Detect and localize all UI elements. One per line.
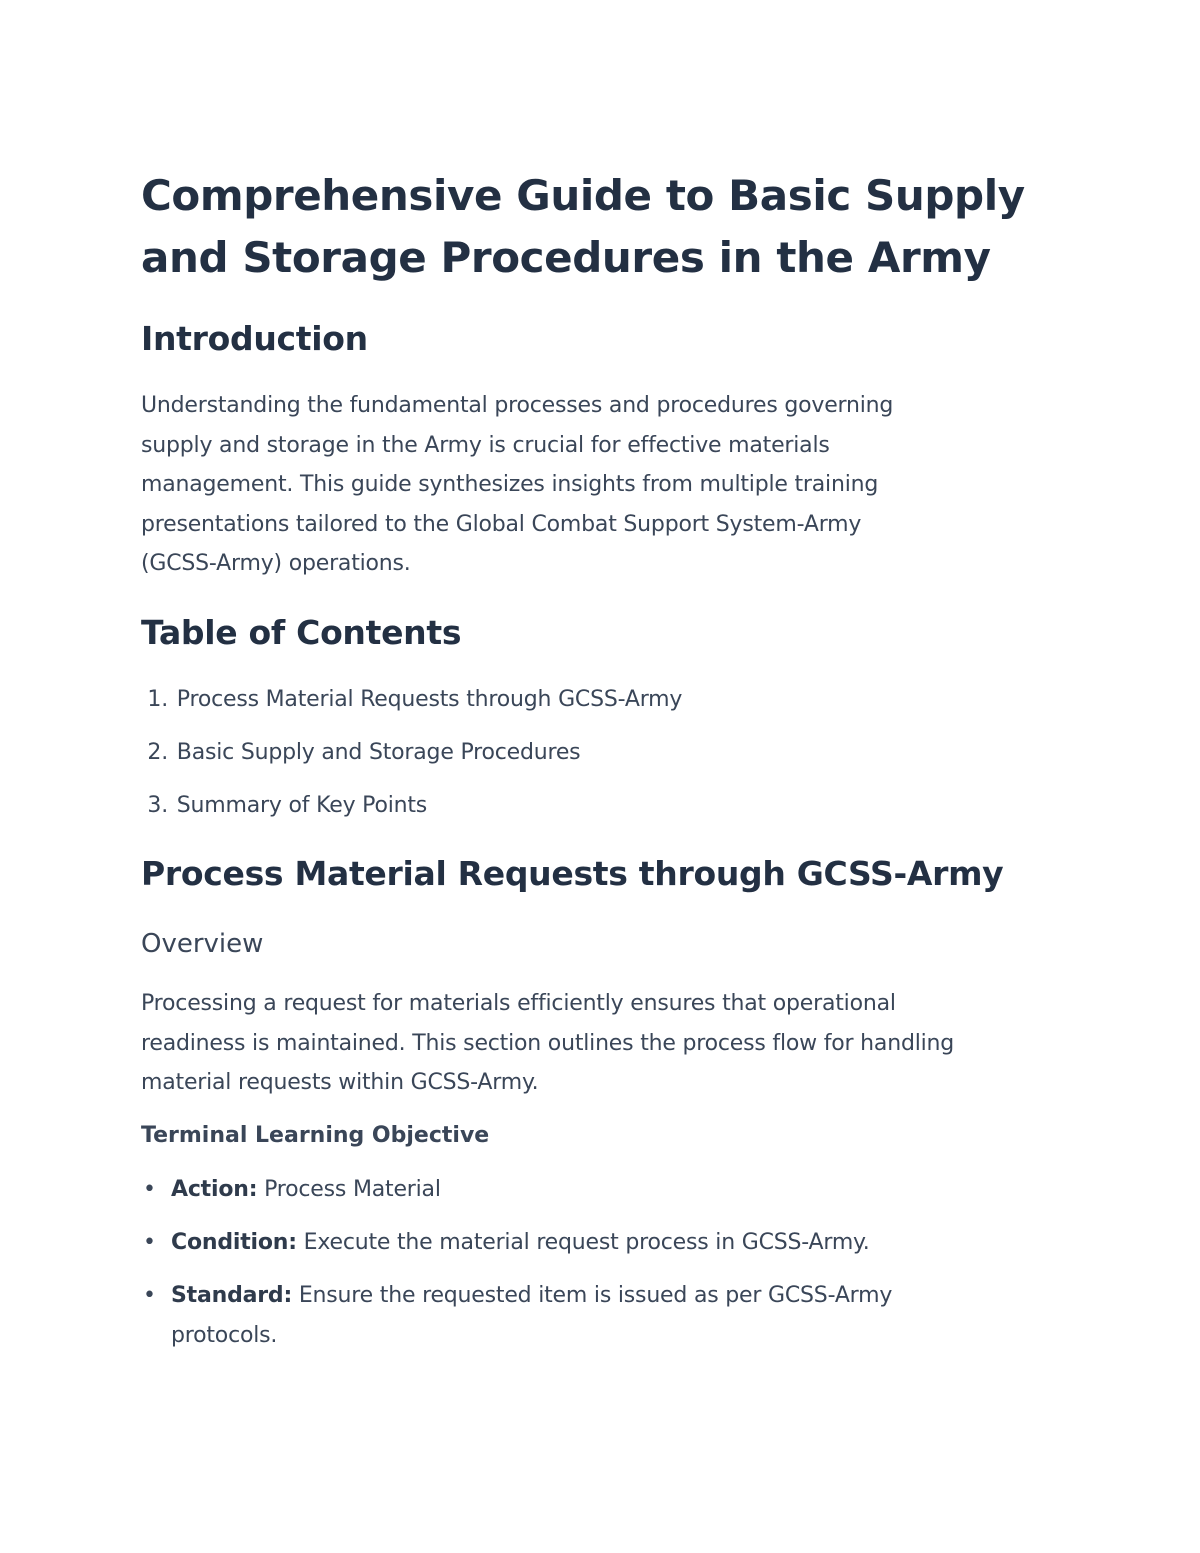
intro-line: (GCSS-Army) operations.: [141, 551, 411, 576]
objectives-list: [141, 1170, 1071, 1356]
introduction-heading: Introduction: [141, 319, 368, 358]
title-line-2: and Storage Procedures in the Army: [141, 233, 991, 282]
toc-item-label: Summary of Key Points: [176, 793, 428, 818]
overview-heading: Overview: [141, 929, 264, 959]
intro-line: supply and storage in the Army is crucial for effective materials: [141, 432, 830, 458]
section-heading: Process Material Requests through GCSS-Army: [141, 854, 1004, 893]
toc-item[interactable]: [141, 738, 1071, 768]
toc-item[interactable]: [141, 685, 1071, 715]
document-title: [141, 165, 1071, 289]
table-of-contents: [141, 685, 1071, 844]
intro-line: Understanding the fundamental processes and procedures governing: [141, 393, 894, 418]
introduction-heading-block: [141, 319, 1071, 359]
bullet-icon: •: [143, 1230, 156, 1255]
toc-item-label: Basic Supply and Storage Procedures: [176, 740, 581, 765]
toc-item-number: 2.: [147, 740, 168, 765]
intro-line: management. This guide synthesizes insights from multiple training: [141, 472, 879, 497]
section-heading-block: [141, 854, 1071, 894]
tlo-heading-block: [141, 1121, 1071, 1151]
objective-item: [141, 1276, 1071, 1356]
toc-heading-block: [141, 613, 1071, 653]
bullet-icon: •: [143, 1283, 156, 1308]
overview-paragraph: [141, 984, 1071, 1103]
overview-line: material requests within GCSS-Army.: [141, 1070, 539, 1095]
title-line-1: Comprehensive Guide to Basic Supply: [141, 171, 1025, 220]
overview-line: readiness is maintained. This section outlines the process flow for handling: [141, 1030, 955, 1056]
toc-item-number: 1.: [147, 687, 168, 712]
bullet-icon: •: [143, 1177, 156, 1202]
toc-heading: Table of Contents: [141, 613, 462, 652]
objective-item: [141, 1223, 1071, 1263]
toc-item[interactable]: [141, 791, 1071, 821]
objective-item: [141, 1170, 1071, 1210]
objective-term: Standard:: [171, 1283, 293, 1308]
objective-text: Execute the material request process in GCSS-Army.: [296, 1230, 870, 1255]
objective-term: Action:: [171, 1177, 258, 1202]
introduction-paragraph: [141, 386, 1071, 584]
objective-text: Process Material: [257, 1177, 441, 1202]
intro-line: presentations tailored to the Global Combat Support System-Army: [141, 511, 862, 537]
overview-heading-block: [141, 927, 1071, 961]
toc-item-number: 3.: [147, 793, 168, 818]
tlo-heading: Terminal Learning Objective: [141, 1123, 490, 1148]
overview-line: Processing a request for materials efficiently ensures that operational: [141, 991, 896, 1016]
objective-text: Ensure the requested item is issued as per GCSS-Army: [292, 1283, 893, 1308]
objectives-block: [141, 1170, 1071, 1356]
objective-text-continued: protocols.: [171, 1323, 278, 1348]
toc-list: [141, 685, 1071, 821]
toc-item-label: Process Material Requests through GCSS-Army: [176, 687, 683, 712]
objective-term: Condition:: [171, 1230, 297, 1255]
